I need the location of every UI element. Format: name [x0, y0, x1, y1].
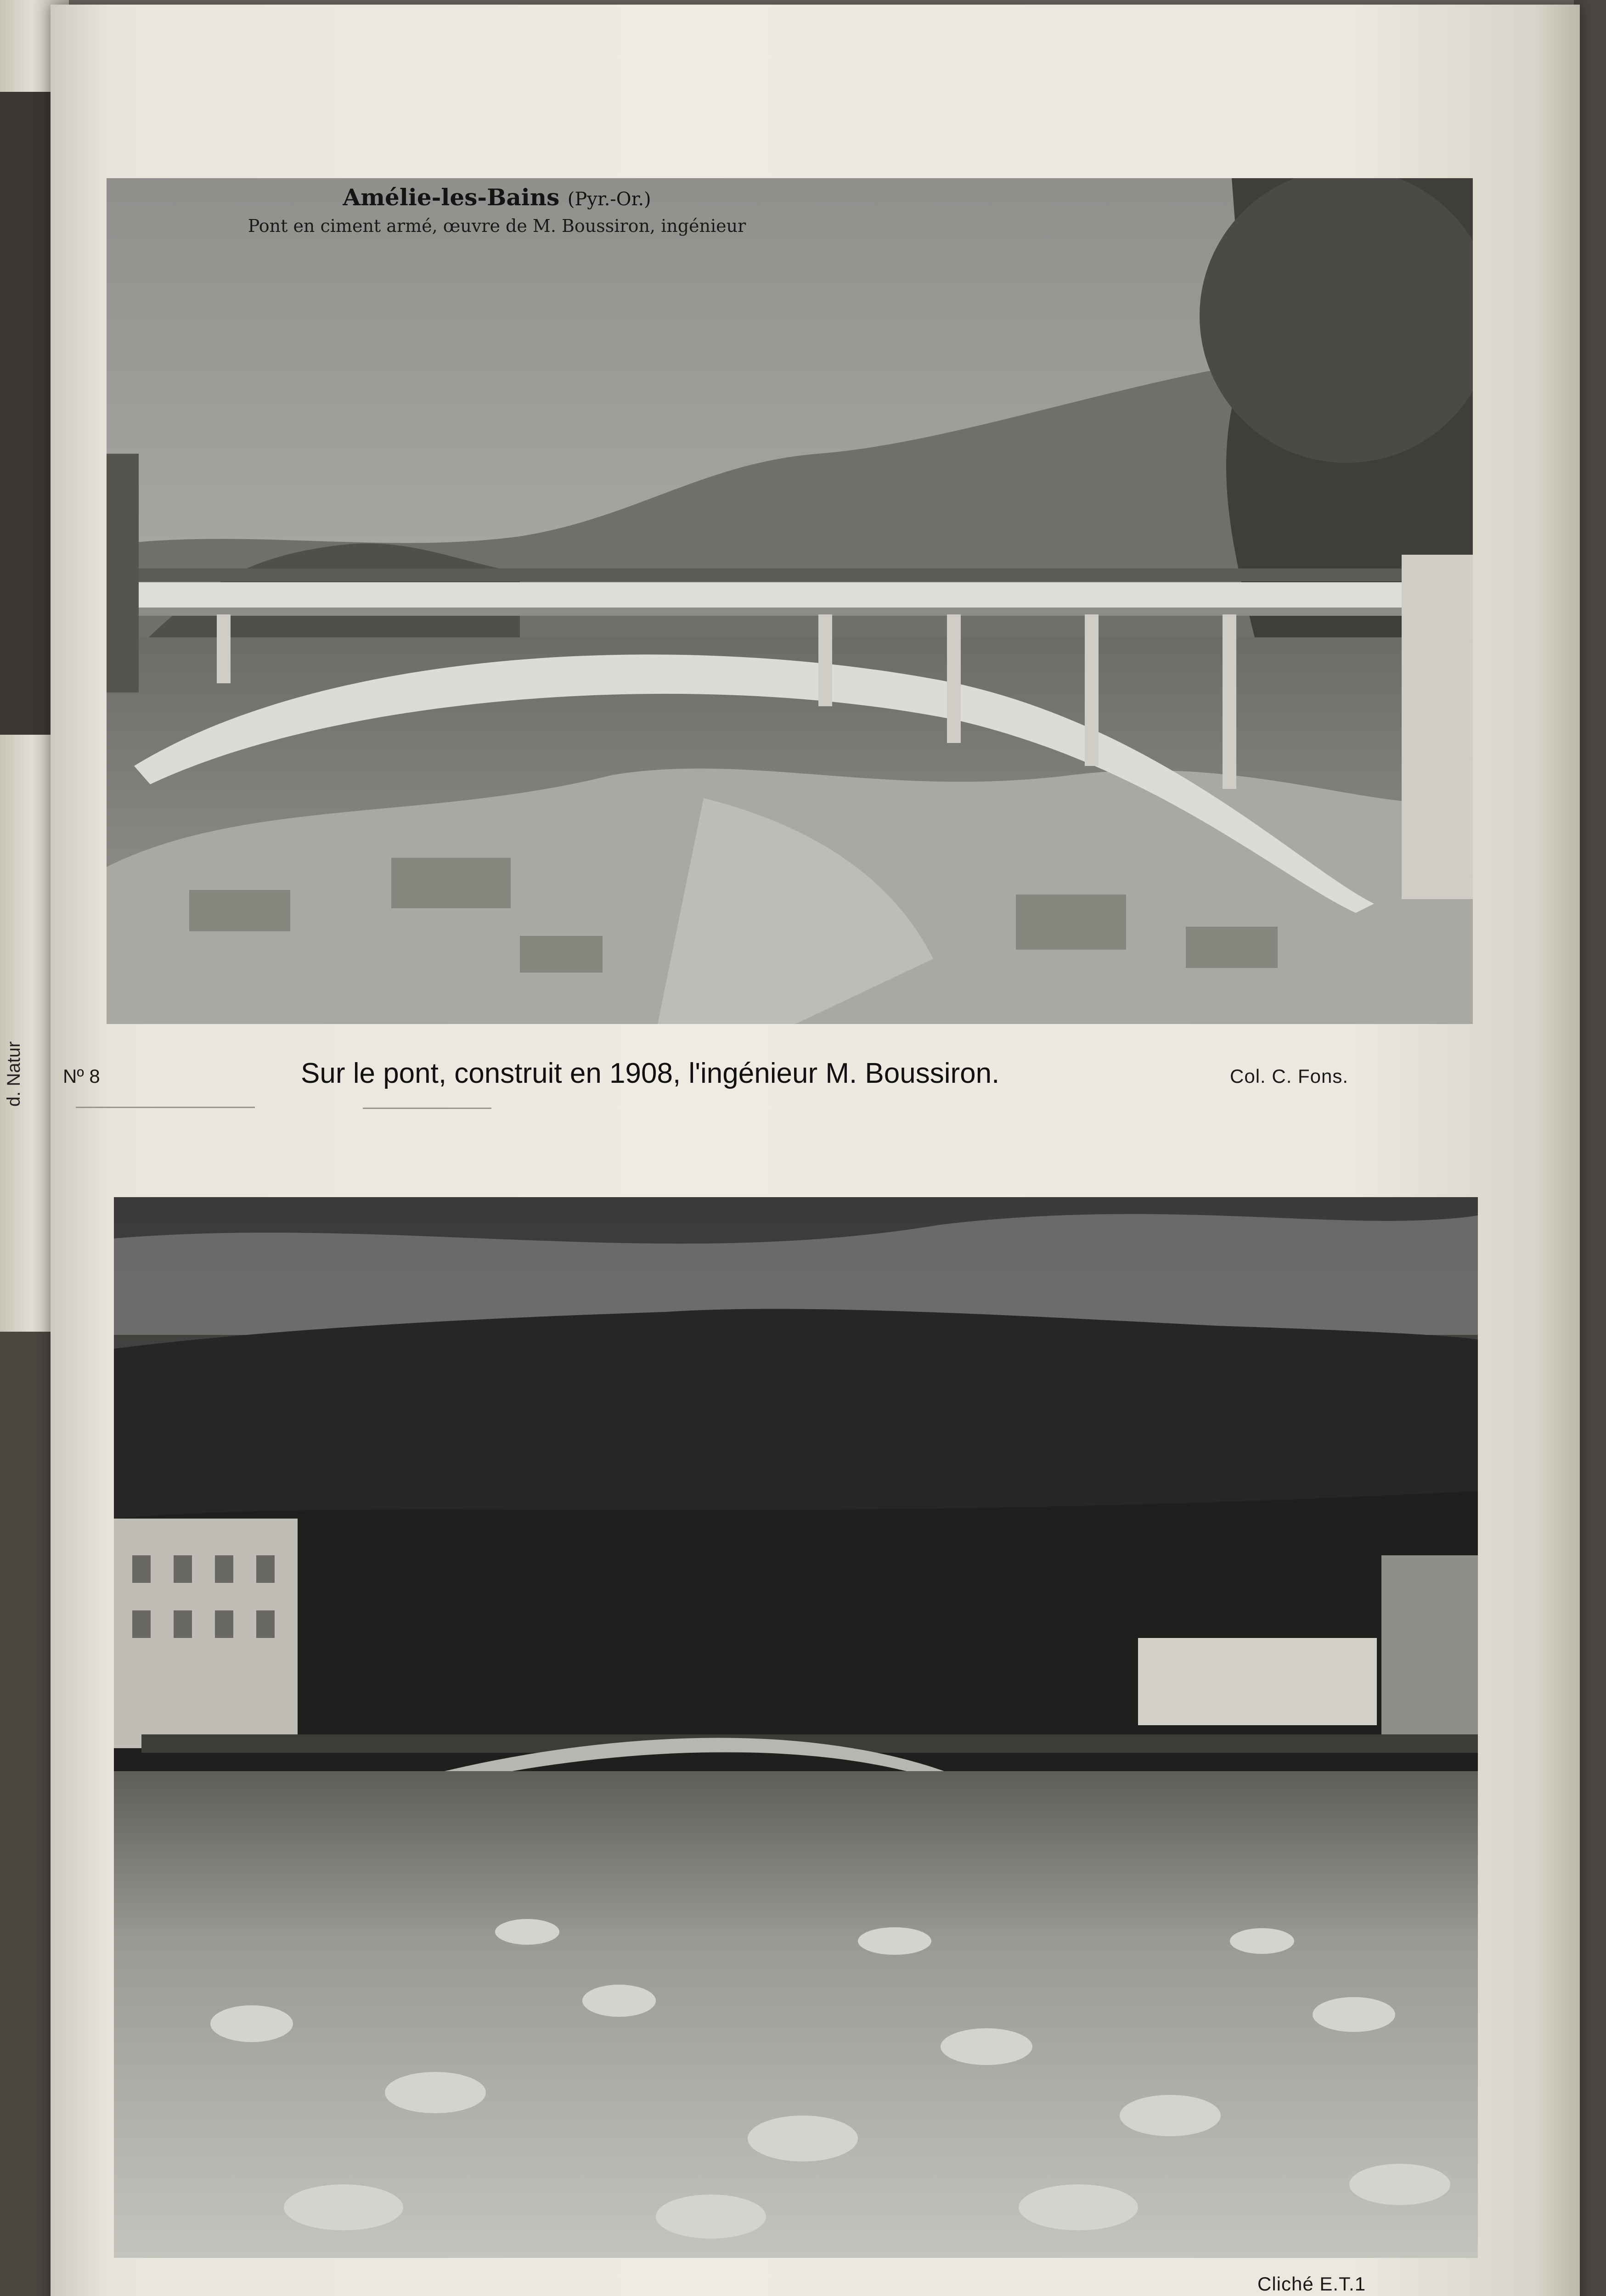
figure-9-credit: Cliché E.T.1 [1257, 2273, 1366, 2295]
divider [76, 1107, 255, 1108]
bridge-after-flood-photo [114, 1197, 1478, 2258]
postcard-title-note: (Pyr.-Or.) [567, 189, 651, 210]
book-page [51, 5, 1580, 2296]
postcard-title-text: Amélie-les-Bains [343, 184, 560, 211]
postcard-subtitle: Pont en ciment armé, œuvre de M. Boussiron, ingénieur [248, 216, 746, 236]
postcard-title [107, 184, 887, 211]
figure-number-8: Nº 8 [63, 1065, 100, 1087]
figure-8-credit: Col. C. Fons. [1230, 1065, 1349, 1087]
facing-page-text-fragment: d. Natur [4, 1041, 24, 1107]
divider [363, 1108, 491, 1109]
figure-8-caption: Sur le pont, construit en 1908, l'ingénieur M. Boussiron. [301, 1058, 1000, 1089]
bridge-postcard-photo [107, 178, 1473, 1024]
